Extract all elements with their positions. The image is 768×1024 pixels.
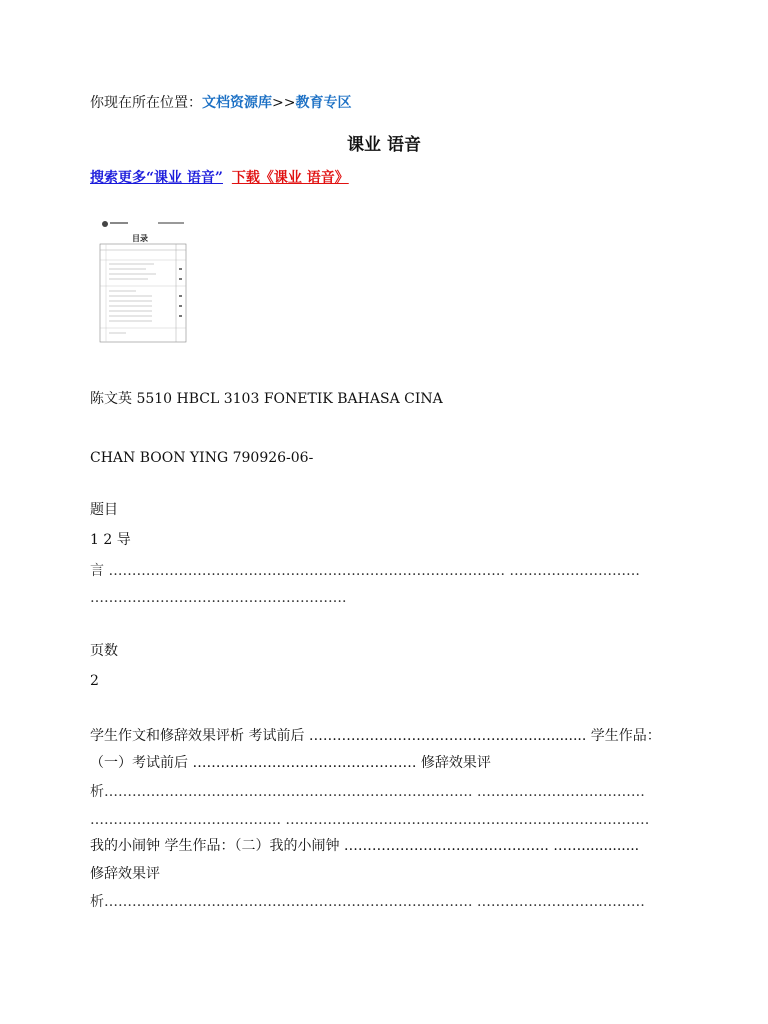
- breadcrumb-separator: >>: [272, 95, 296, 111]
- breadcrumb-prefix: 你现在所在位置：: [90, 95, 202, 111]
- toc-page-number: 2: [90, 673, 99, 689]
- toc-line-intro-number: 1 2 导: [90, 532, 131, 548]
- search-more-link[interactable]: 搜索更多“课业 语音”: [90, 170, 223, 186]
- toc-line-essay: 学生作文和修辞效果评析 考试前后 …………………………………………............ 学生作品：: [90, 728, 661, 744]
- toc-line-intro: 言 …………………………………………………………………………. ……………………….: [90, 563, 640, 579]
- thumbnail-heading: 目录: [132, 234, 148, 243]
- toc-line-analysis-1: 析……………………………………………………………………. ………………………………: [90, 784, 645, 800]
- toc-label-topic: 题目: [90, 502, 118, 518]
- toc-line-alarm-clock: 我的小闹钟 学生作品：（二）我的小闹钟 …………………………………….. …….............: [90, 838, 640, 854]
- breadcrumb: [90, 93, 351, 113]
- toc-line-essay-1: （一）考试前后 ………………………………………… 修辞效果评: [90, 755, 491, 771]
- toc-label-page: 页数: [90, 643, 118, 659]
- download-link[interactable]: 下载《课业 语音》: [231, 170, 349, 186]
- document-preview-image: [96, 216, 192, 348]
- toc-line-analysis-label: 修辞效果评: [90, 866, 160, 882]
- toc-line-analysis-1-cont: ………………………………….. ……………………………………………………………………: [90, 812, 650, 828]
- toc-line-analysis-2: 析……………………………………………………………………. ………………………………: [90, 894, 645, 910]
- page-title: 课业 语音: [347, 135, 421, 155]
- action-links: [90, 168, 349, 188]
- breadcrumb-link-education[interactable]: 教育专区: [295, 95, 352, 111]
- toc-line-intro-cont: ……………………………………………….: [90, 590, 347, 606]
- document-thumbnail[interactable]: [96, 216, 192, 348]
- meta-line-author: 陈文英 5510 HBCL 3103 FONETIK BAHASA CINA: [90, 391, 443, 407]
- meta-line-name: CHAN BOON YING 790926-06-: [90, 450, 314, 466]
- breadcrumb-link-doc-library[interactable]: 文档资源库: [202, 95, 272, 111]
